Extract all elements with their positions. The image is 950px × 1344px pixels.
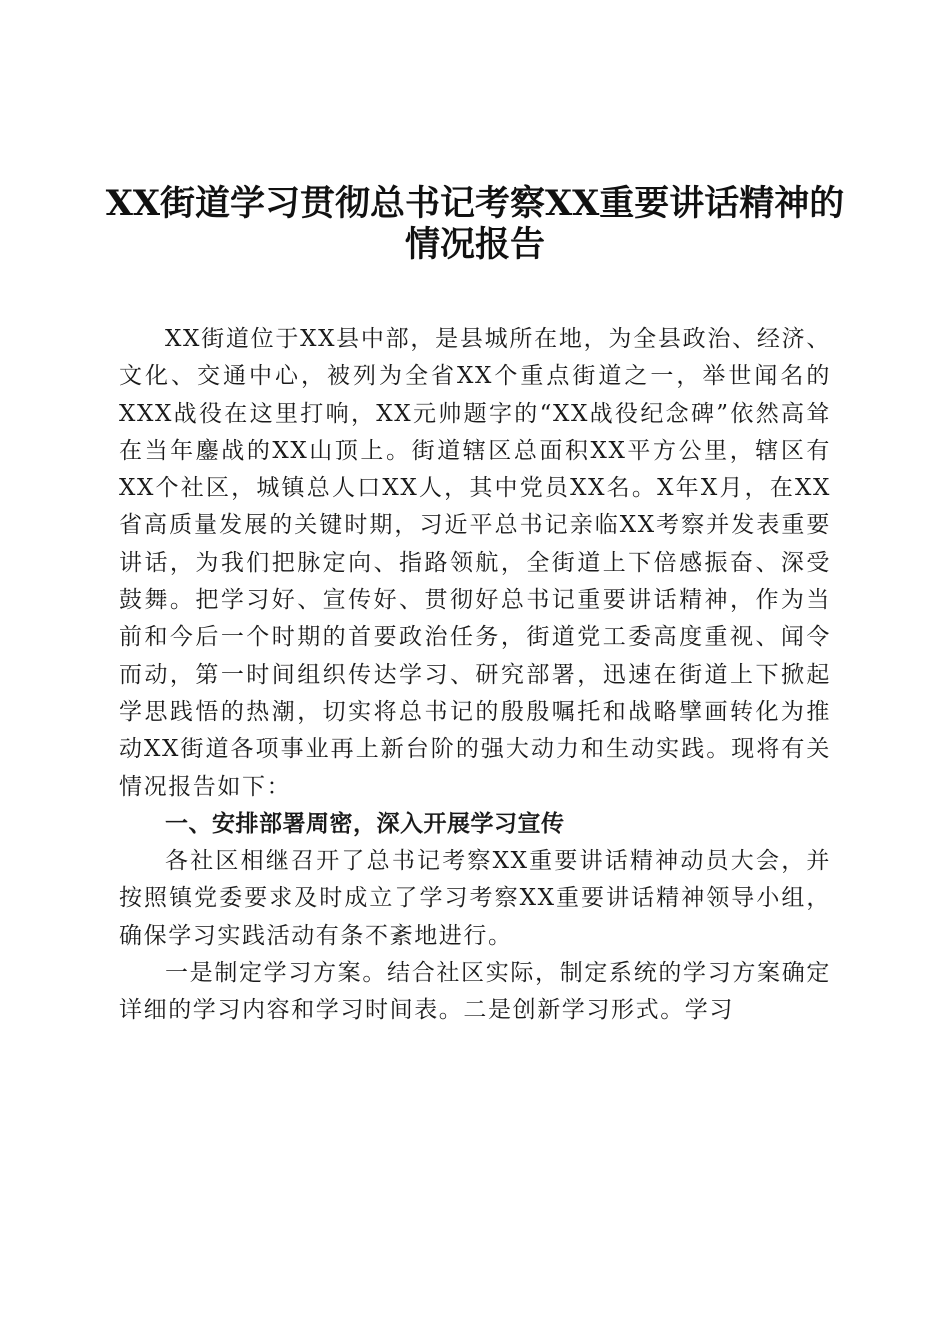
document-body xyxy=(119,321,831,1030)
section-1-paragraph-2: 一是制定学习方案。结合社区实际，制定系统的学习方案确定详细的学习内容和学习时间表。二是创新学习形式。学习 xyxy=(119,960,831,1024)
document-title: XX街道学习贯彻总书记考察XX重要讲话精神的情况报告 xyxy=(105,183,845,265)
section-1-paragraph: 各社区相继召开了总书记考察XX重要讲话精神动员大会，并按照镇党委要求及时成立了学习考察XX重要讲话精神领导小组，确保学习实践活动有条不紊地进行。 xyxy=(119,848,831,949)
section-heading-1: 一、安排部署周密，深入开展学习宣传 xyxy=(165,810,565,837)
intro-paragraph: XX街道位于XX县中部，是县城所在地，为全县政治、经济、文化、交通中心，被列为全省XX个重点街道之一，举世闻名的XXX战役在这里打响，XX元帅题字的“XX战役纪念碑”依然高耸在当年鏖战的XX山顶上。街道辖区总面积XX平方公里，辖区有XX个社区，城镇总人口XX人，其中党员XX名。X年X月，在XX省高质量发展的关键时期，习近平总书记亲临XX考察并发表重要讲话，为我们把脉定向、指路领航，全街道上下倍感振奋、深受鼓舞。把学习好、宣传好、贯彻好总书记重要讲话精神，作为当前和今后一个时期的首要政治任务，街道党工委高度重视、闻令而动，第一时间组织传达学习、研究部署，迅速在街道上下掀起学思践悟的热潮，切实将总书记的殷殷嘱托和战略擘画转化为推动XX街道各项事业再上新台阶的强大动力和生动实践。现将有关情况报告如下： xyxy=(119,326,831,800)
